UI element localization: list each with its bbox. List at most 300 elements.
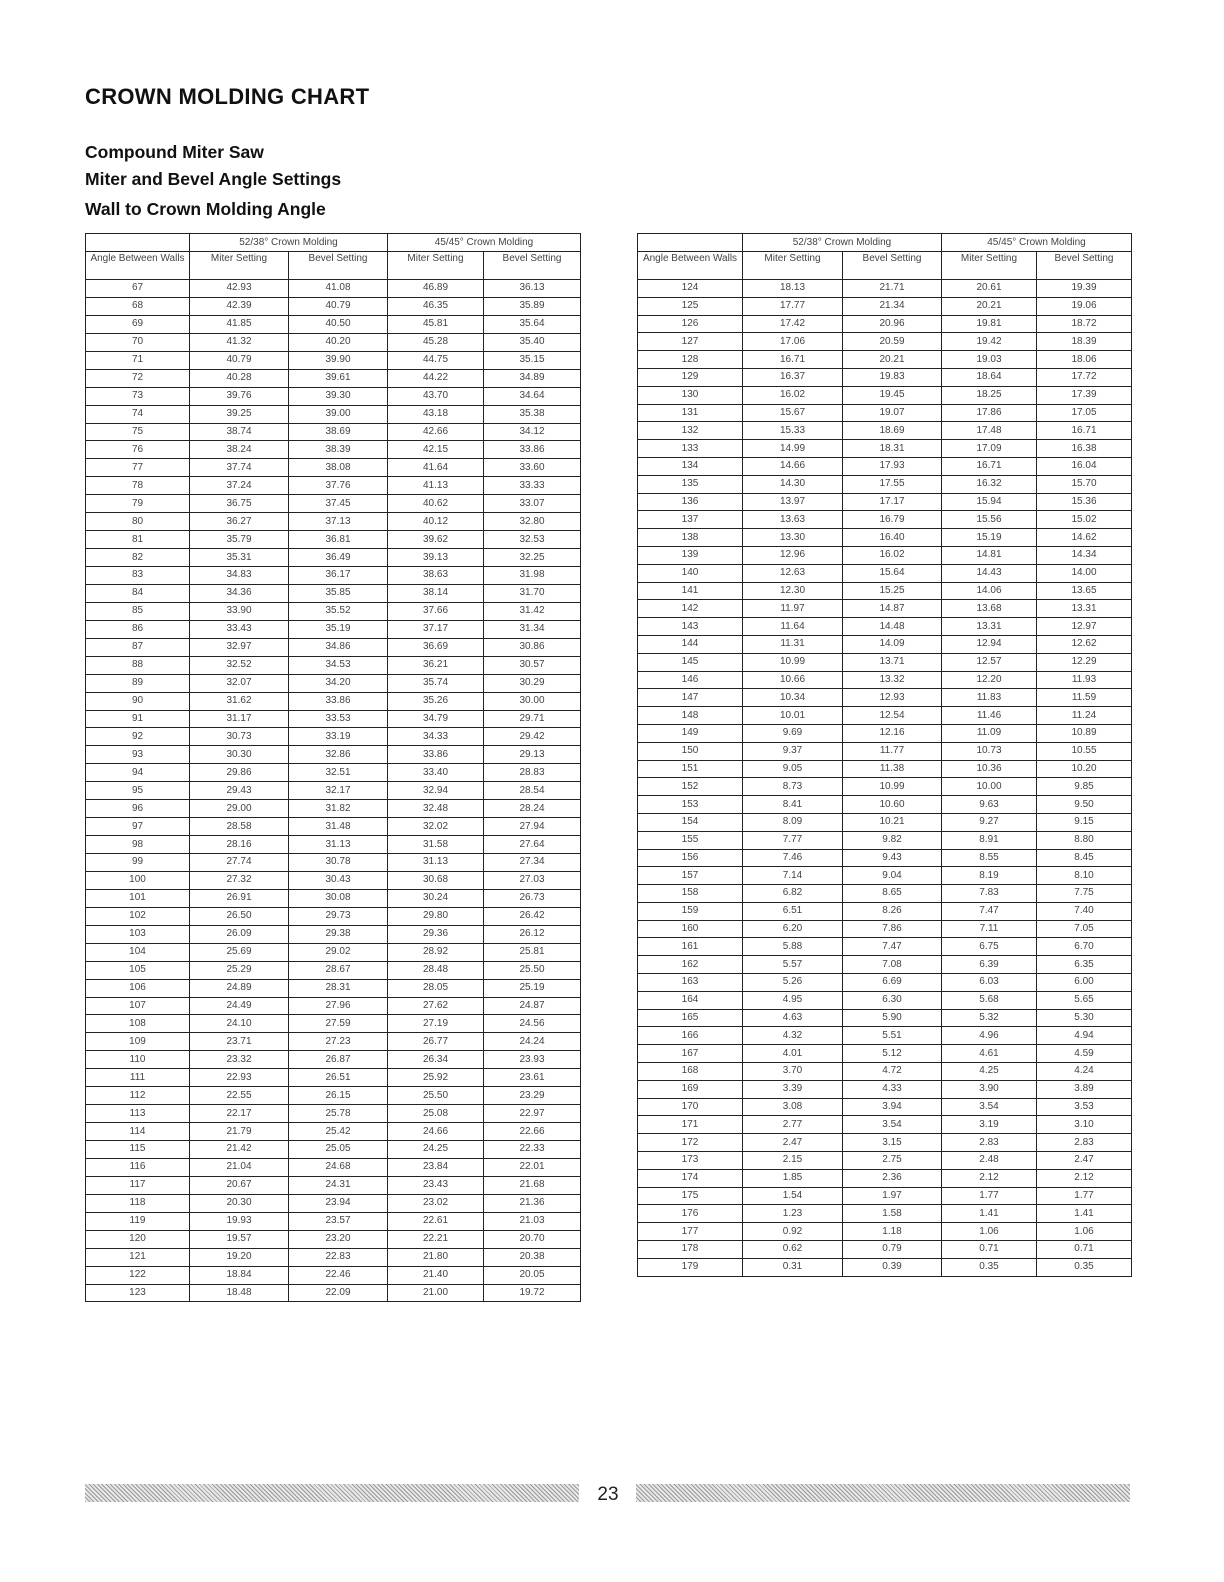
table-row: [86, 333, 581, 351]
table-row: [638, 1187, 1132, 1205]
table-row: [86, 979, 581, 997]
table-row: [638, 707, 1132, 725]
table-cell: 100: [86, 871, 190, 889]
table-cell: 33.07: [484, 495, 581, 513]
table-cell: 26.15: [289, 1087, 388, 1105]
table-cell: 11.38: [843, 760, 942, 778]
table-cell: 25.19: [484, 979, 581, 997]
table-cell: 13.65: [1037, 582, 1132, 600]
table-cell: 21.04: [190, 1158, 289, 1176]
table-cell: 17.39: [1037, 386, 1132, 404]
table-cell: 12.30: [743, 582, 843, 600]
table-cell: 35.19: [289, 620, 388, 638]
table-cell: 20.30: [190, 1194, 289, 1212]
table-cell: 2.47: [1037, 1152, 1132, 1170]
table-cell: 5.68: [942, 991, 1037, 1009]
table-row: [638, 956, 1132, 974]
table-cell: 24.87: [484, 997, 581, 1015]
table-cell: 173: [638, 1152, 743, 1170]
header-group-45-45: 45/45° Crown Molding: [388, 234, 581, 252]
table-cell: 140: [638, 564, 743, 582]
table-cell: 20.21: [942, 297, 1037, 315]
table-row: [638, 422, 1132, 440]
table-cell: 149: [638, 724, 743, 742]
table-cell: 24.10: [190, 1015, 289, 1033]
table-cell: 168: [638, 1063, 743, 1081]
table-cell: 18.13: [743, 280, 843, 298]
table-row: [638, 796, 1132, 814]
table-cell: 175: [638, 1187, 743, 1205]
table-row: [638, 831, 1132, 849]
table-cell: 9.27: [942, 813, 1037, 831]
table-cell: 4.59: [1037, 1045, 1132, 1063]
table-row: [638, 582, 1132, 600]
table-row: [86, 1194, 581, 1212]
table-cell: 38.39: [289, 441, 388, 459]
table-cell: 2.47: [743, 1134, 843, 1152]
table-row: [638, 1063, 1132, 1081]
table-cell: 3.19: [942, 1116, 1037, 1134]
table-cell: 11.64: [743, 618, 843, 636]
table-cell: 34.89: [484, 369, 581, 387]
table-cell: 24.56: [484, 1015, 581, 1033]
table-cell: 39.30: [289, 387, 388, 405]
table-cell: 1.54: [743, 1187, 843, 1205]
table-cell: 16.02: [743, 386, 843, 404]
table-cell: 171: [638, 1116, 743, 1134]
table-cell: 14.48: [843, 618, 942, 636]
table-cell: 82: [86, 549, 190, 567]
table-row: [638, 280, 1132, 298]
crown-molding-table-right: [637, 233, 1132, 1277]
table-cell: 40.12: [388, 513, 484, 531]
table-cell: 75: [86, 423, 190, 441]
table-row: [638, 1258, 1132, 1276]
table-cell: 9.43: [843, 849, 942, 867]
table-cell: 34.36: [190, 584, 289, 602]
table-row: [638, 653, 1132, 671]
table-cell: 172: [638, 1134, 743, 1152]
table-cell: 46.89: [388, 280, 484, 298]
table-cell: 14.06: [942, 582, 1037, 600]
table-cell: 38.14: [388, 584, 484, 602]
table-row: [638, 991, 1132, 1009]
table-cell: 18.84: [190, 1266, 289, 1284]
table-cell: 27.64: [484, 836, 581, 854]
table-cell: 29.86: [190, 764, 289, 782]
table-cell: 5.12: [843, 1045, 942, 1063]
table-cell: 22.17: [190, 1105, 289, 1123]
table-cell: 27.19: [388, 1015, 484, 1033]
table-cell: 28.67: [289, 961, 388, 979]
table-cell: 30.30: [190, 746, 289, 764]
table-cell: 101: [86, 889, 190, 907]
header-angle: Angle Between Walls: [86, 252, 190, 280]
table-cell: 3.15: [843, 1134, 942, 1152]
table-cell: 15.56: [942, 511, 1037, 529]
table-cell: 36.49: [289, 549, 388, 567]
table-cell: 2.12: [1037, 1169, 1132, 1187]
table-cell: 32.25: [484, 549, 581, 567]
table-row: [86, 387, 581, 405]
table-cell: 14.66: [743, 457, 843, 475]
table-row: [638, 1009, 1132, 1027]
table-row: [86, 710, 581, 728]
table-cell: 22.97: [484, 1105, 581, 1123]
table-cell: 9.82: [843, 831, 942, 849]
table-cell: 35.64: [484, 315, 581, 333]
table-cell: 26.42: [484, 907, 581, 925]
table-cell: 1.18: [843, 1223, 942, 1241]
table-cell: 10.89: [1037, 724, 1132, 742]
header-angle: Angle Between Walls: [638, 252, 743, 280]
table-cell: 7.86: [843, 920, 942, 938]
table-cell: 22.09: [289, 1284, 388, 1302]
table-cell: 72: [86, 369, 190, 387]
table-cell: 33.53: [289, 710, 388, 728]
table-row: [86, 584, 581, 602]
table-cell: 12.54: [843, 707, 942, 725]
table-cell: 19.83: [843, 368, 942, 386]
table-row: [638, 404, 1132, 422]
table-cell: 26.87: [289, 1051, 388, 1069]
table-cell: 19.03: [942, 351, 1037, 369]
table-cell: 40.79: [289, 297, 388, 315]
table-cell: 4.63: [743, 1009, 843, 1027]
table-cell: 27.23: [289, 1033, 388, 1051]
table-cell: 42.15: [388, 441, 484, 459]
table-cell: 11.83: [942, 689, 1037, 707]
table-row: [638, 297, 1132, 315]
table-cell: 32.86: [289, 746, 388, 764]
table-row: [638, 724, 1132, 742]
table-row: [638, 351, 1132, 369]
table-cell: 3.70: [743, 1063, 843, 1081]
table-cell: 4.24: [1037, 1063, 1132, 1081]
table-cell: 17.93: [843, 457, 942, 475]
table-cell: 111: [86, 1069, 190, 1087]
table-cell: 37.74: [190, 459, 289, 477]
table-cell: 37.24: [190, 477, 289, 495]
table-cell: 27.32: [190, 871, 289, 889]
table-cell: 0.92: [743, 1223, 843, 1241]
table-cell: 10.55: [1037, 742, 1132, 760]
table-cell: 24.49: [190, 997, 289, 1015]
table-cell: 35.38: [484, 405, 581, 423]
table-cell: 31.70: [484, 584, 581, 602]
table-cell: 0.39: [843, 1258, 942, 1276]
table-row: [638, 1205, 1132, 1223]
table-cell: 25.29: [190, 961, 289, 979]
table-cell: 23.71: [190, 1033, 289, 1051]
table-cell: 37.45: [289, 495, 388, 513]
table-cell: 26.91: [190, 889, 289, 907]
table-row: [86, 800, 581, 818]
table-cell: 3.54: [942, 1098, 1037, 1116]
header-bevel: Bevel Setting: [289, 252, 388, 280]
table-cell: 23.93: [484, 1051, 581, 1069]
table-cell: 87: [86, 638, 190, 656]
table-cell: 11.59: [1037, 689, 1132, 707]
table-cell: 32.97: [190, 638, 289, 656]
table-cell: 22.93: [190, 1069, 289, 1087]
table-row: [638, 867, 1132, 885]
table-cell: 0.35: [1037, 1258, 1132, 1276]
table-row: [638, 511, 1132, 529]
table-row: [638, 1116, 1132, 1134]
table-cell: 2.12: [942, 1169, 1037, 1187]
table-row: [86, 746, 581, 764]
table-cell: 32.17: [289, 782, 388, 800]
table-cell: 2.15: [743, 1152, 843, 1170]
header-bevel: Bevel Setting: [843, 252, 942, 280]
table-cell: 34.20: [289, 674, 388, 692]
table-cell: 136: [638, 493, 743, 511]
table-cell: 7.14: [743, 867, 843, 885]
table-cell: 7.47: [843, 938, 942, 956]
table-cell: 28.48: [388, 961, 484, 979]
table-cell: 19.06: [1037, 297, 1132, 315]
table-row: [86, 764, 581, 782]
table-cell: 12.93: [843, 689, 942, 707]
table-cell: 7.77: [743, 831, 843, 849]
table-cell: 10.01: [743, 707, 843, 725]
table-cell: 8.45: [1037, 849, 1132, 867]
table-cell: 144: [638, 635, 743, 653]
table-cell: 6.75: [942, 938, 1037, 956]
table-cell: 5.88: [743, 938, 843, 956]
table-cell: 12.57: [942, 653, 1037, 671]
table-cell: 30.73: [190, 728, 289, 746]
table-cell: 129: [638, 368, 743, 386]
table-cell: 25.69: [190, 943, 289, 961]
table-cell: 6.69: [843, 974, 942, 992]
table-cell: 79: [86, 495, 190, 513]
table-cell: 9.50: [1037, 796, 1132, 814]
table-cell: 24.66: [388, 1123, 484, 1141]
table-cell: 21.03: [484, 1212, 581, 1230]
subtitle-settings: Miter and Bevel Angle Settings: [85, 169, 342, 189]
table-row: [638, 1045, 1132, 1063]
table-cell: 29.42: [484, 728, 581, 746]
table-cell: 178: [638, 1241, 743, 1259]
table-cell: 36.27: [190, 513, 289, 531]
table-cell: 19.42: [942, 333, 1037, 351]
table-row: [86, 818, 581, 836]
table-row: [86, 961, 581, 979]
table-cell: 45.28: [388, 333, 484, 351]
table-cell: 113: [86, 1105, 190, 1123]
table-cell: 27.34: [484, 854, 581, 872]
table-cell: 7.11: [942, 920, 1037, 938]
table-cell: 70: [86, 333, 190, 351]
table-cell: 9.37: [743, 742, 843, 760]
table-cell: 37.66: [388, 602, 484, 620]
table-cell: 31.13: [289, 836, 388, 854]
table-cell: 32.48: [388, 800, 484, 818]
table-cell: 4.72: [843, 1063, 942, 1081]
table-cell: 0.35: [942, 1258, 1037, 1276]
table-cell: 89: [86, 674, 190, 692]
table-cell: 4.96: [942, 1027, 1037, 1045]
table-cell: 4.33: [843, 1080, 942, 1098]
table-cell: 157: [638, 867, 743, 885]
table-cell: 41.64: [388, 459, 484, 477]
table-cell: 17.09: [942, 440, 1037, 458]
table-row: [86, 1230, 581, 1248]
table-cell: 162: [638, 956, 743, 974]
table-cell: 17.72: [1037, 368, 1132, 386]
table-cell: 23.94: [289, 1194, 388, 1212]
table-cell: 14.62: [1037, 529, 1132, 547]
table-cell: 130: [638, 386, 743, 404]
table-cell: 128: [638, 351, 743, 369]
subtitle-saw: Compound Miter Saw: [85, 142, 264, 162]
table-cell: 12.94: [942, 635, 1037, 653]
table-cell: 107: [86, 997, 190, 1015]
table-row: [638, 1152, 1132, 1170]
table-cell: 11.77: [843, 742, 942, 760]
table-cell: 99: [86, 854, 190, 872]
table-cell: 6.30: [843, 991, 942, 1009]
table-cell: 30.43: [289, 871, 388, 889]
table-cell: 7.47: [942, 902, 1037, 920]
table-cell: 42.66: [388, 423, 484, 441]
table-cell: 21.71: [843, 280, 942, 298]
table-cell: 8.91: [942, 831, 1037, 849]
table-cell: 71: [86, 351, 190, 369]
table-cell: 1.85: [743, 1169, 843, 1187]
table-cell: 27.96: [289, 997, 388, 1015]
table-cell: 7.75: [1037, 885, 1132, 903]
table-cell: 102: [86, 907, 190, 925]
table-cell: 33.43: [190, 620, 289, 638]
table-cell: 117: [86, 1176, 190, 1194]
table-cell: 36.81: [289, 531, 388, 549]
table-cell: 20.21: [843, 351, 942, 369]
table-cell: 15.02: [1037, 511, 1132, 529]
table-cell: 16.04: [1037, 457, 1132, 475]
table-cell: 105: [86, 961, 190, 979]
table-row: [638, 902, 1132, 920]
table-cell: 96: [86, 800, 190, 818]
table-cell: 28.24: [484, 800, 581, 818]
table-cell: 26.73: [484, 889, 581, 907]
table-cell: 153: [638, 796, 743, 814]
table-cell: 2.83: [942, 1134, 1037, 1152]
table-row: [638, 1027, 1132, 1045]
table-cell: 19.93: [190, 1212, 289, 1230]
table-cell: 13.31: [1037, 600, 1132, 618]
table-cell: 160: [638, 920, 743, 938]
table-cell: 17.86: [942, 404, 1037, 422]
table-cell: 36.75: [190, 495, 289, 513]
table-cell: 19.57: [190, 1230, 289, 1248]
table-cell: 22.55: [190, 1087, 289, 1105]
table-cell: 29.13: [484, 746, 581, 764]
table-cell: 126: [638, 315, 743, 333]
table-cell: 30.57: [484, 656, 581, 674]
table-cell: 8.73: [743, 778, 843, 796]
table-cell: 29.02: [289, 943, 388, 961]
table-cell: 5.65: [1037, 991, 1132, 1009]
table-cell: 155: [638, 831, 743, 849]
table-cell: 124: [638, 280, 743, 298]
table-cell: 36.69: [388, 638, 484, 656]
table-cell: 10.34: [743, 689, 843, 707]
table-row: [638, 1080, 1132, 1098]
table-cell: 13.63: [743, 511, 843, 529]
table-cell: 14.00: [1037, 564, 1132, 582]
table-cell: 139: [638, 546, 743, 564]
table-row: [638, 618, 1132, 636]
table-cell: 35.26: [388, 692, 484, 710]
table-cell: 22.21: [388, 1230, 484, 1248]
table-cell: 8.41: [743, 796, 843, 814]
table-cell: 14.99: [743, 440, 843, 458]
table-cell: 3.10: [1037, 1116, 1132, 1134]
table-cell: 32.51: [289, 764, 388, 782]
table-cell: 15.19: [942, 529, 1037, 547]
table-cell: 6.00: [1037, 974, 1132, 992]
table-cell: 104: [86, 943, 190, 961]
table-cell: 18.39: [1037, 333, 1132, 351]
table-cell: 16.71: [1037, 422, 1132, 440]
crown-molding-table-left: [85, 233, 581, 1302]
table-row: [638, 760, 1132, 778]
table-row: [638, 689, 1132, 707]
table-cell: 80: [86, 513, 190, 531]
table-cell: 6.82: [743, 885, 843, 903]
table-cell: 98: [86, 836, 190, 854]
table-cell: 16.32: [942, 475, 1037, 493]
table-cell: 4.94: [1037, 1027, 1132, 1045]
table-cell: 31.17: [190, 710, 289, 728]
table-cell: 20.61: [942, 280, 1037, 298]
table-cell: 8.10: [1037, 867, 1132, 885]
table-cell: 12.16: [843, 724, 942, 742]
table-cell: 9.69: [743, 724, 843, 742]
header-miter: Miter Setting: [388, 252, 484, 280]
table-cell: 15.94: [942, 493, 1037, 511]
table-cell: 19.81: [942, 315, 1037, 333]
table-cell: 25.92: [388, 1069, 484, 1087]
table-row: [638, 475, 1132, 493]
table-cell: 29.80: [388, 907, 484, 925]
table-cell: 4.25: [942, 1063, 1037, 1081]
table-cell: 6.35: [1037, 956, 1132, 974]
table-cell: 30.68: [388, 871, 484, 889]
table-cell: 5.26: [743, 974, 843, 992]
table-cell: 32.02: [388, 818, 484, 836]
table-row: [86, 280, 581, 298]
table-row: [638, 1098, 1132, 1116]
table-cell: 6.03: [942, 974, 1037, 992]
header-bevel: Bevel Setting: [484, 252, 581, 280]
table-cell: 1.41: [1037, 1205, 1132, 1223]
table-cell: 13.97: [743, 493, 843, 511]
table-cell: 22.61: [388, 1212, 484, 1230]
table-row: [86, 1212, 581, 1230]
table-cell: 34.53: [289, 656, 388, 674]
table-cell: 29.71: [484, 710, 581, 728]
table-cell: 85: [86, 602, 190, 620]
table-cell: 15.33: [743, 422, 843, 440]
table-cell: 6.20: [743, 920, 843, 938]
table-cell: 33.86: [388, 746, 484, 764]
table-cell: 1.77: [1037, 1187, 1132, 1205]
table-cell: 170: [638, 1098, 743, 1116]
